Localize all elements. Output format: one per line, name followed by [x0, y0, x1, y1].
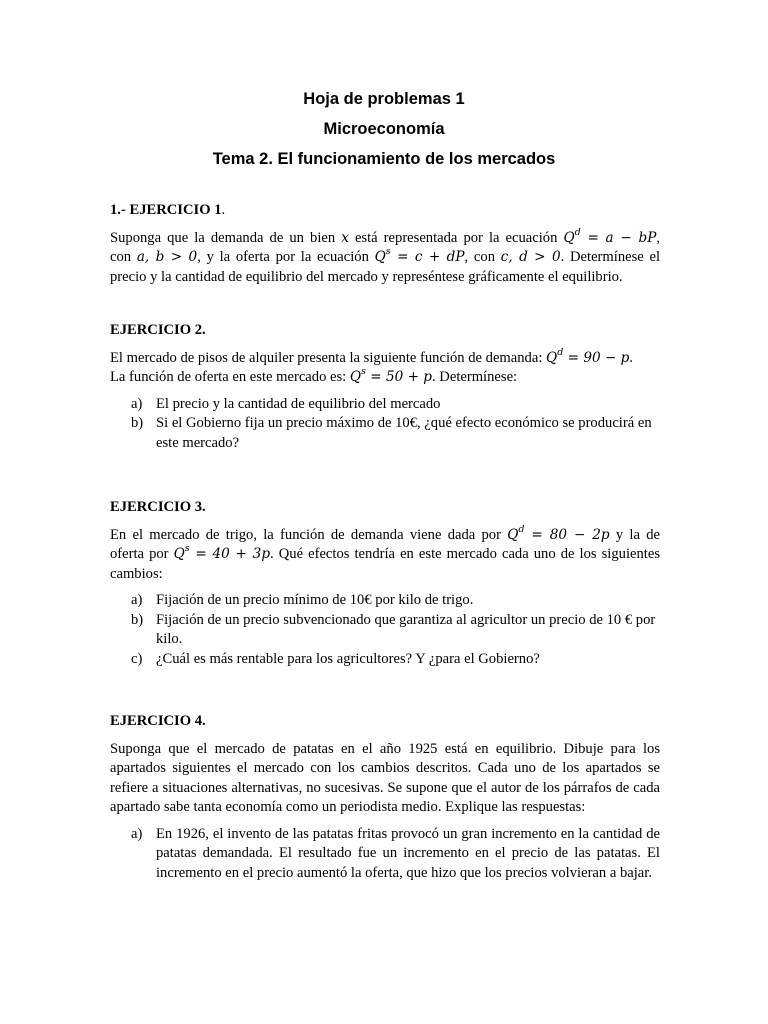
exercise-2-line-1	[110, 346, 660, 369]
list-item	[110, 611, 660, 650]
supply-equation: $Q^s = 40 + 3p$	[173, 543, 271, 562]
header-subject: Microeconomía	[323, 120, 445, 138]
supply-equation: $Q^s = c$ + dP	[374, 246, 465, 265]
text-run: .	[629, 349, 634, 366]
document-header	[0, 84, 768, 174]
exercise-3-title: EJERCICIO 3.	[110, 499, 206, 515]
math-condition: a, b > 0	[136, 249, 198, 265]
math-variable: x	[341, 229, 349, 246]
text-run: . Determínese:	[432, 369, 518, 385]
text-run: , y la oferta por la ecuación	[197, 249, 375, 265]
exercise-4-title: EJERCICIO 4.	[110, 713, 206, 729]
list-item	[110, 825, 660, 884]
text-run: con	[110, 249, 137, 265]
list-marker: b)	[131, 415, 144, 431]
text-run: Suponga que la demanda de un bien	[110, 229, 342, 246]
list-marker: c)	[131, 650, 143, 667]
supply-equation: $Q^s = 50 + p$	[349, 366, 432, 385]
header-topic: Tema 2. El funcionamiento de los mercados	[212, 150, 556, 168]
exercise-1-line-1	[110, 226, 661, 249]
exercise-1	[110, 201, 660, 287]
list-item	[110, 414, 660, 453]
exercise-3-line-2	[110, 545, 660, 565]
text-run: ,	[656, 229, 661, 246]
text-run: . Qué efectos tendría en este mercado cada uno de los siguientes	[270, 546, 660, 562]
text-run: La función de oferta en este mercado es:	[110, 369, 350, 385]
header-title: Hoja de problemas 1	[303, 90, 465, 108]
exercise-2-items	[110, 395, 660, 454]
exercise-1-line-3: precio y la cantidad de equilibrio del mercado y represéntese gráficamente el equilibrio.	[110, 268, 623, 285]
list-item	[110, 395, 660, 415]
list-item-text: En 1926, el invento de las patatas fritas provocó un gran incremento en la cantidad de patatas demandada. El resultado fue un incremento en el precio de las patatas. El incremento en el precio aumentó la oferta, que hizo que los precios volvieran a bajar.	[156, 825, 660, 881]
exercise-2	[110, 321, 660, 453]
list-marker: a)	[131, 825, 143, 842]
math-condition: c, d > 0	[500, 249, 561, 265]
list-item-text: Si el Gobierno fija un precio máximo de 10€, ¿qué efecto económico se producirá en este mercado?	[156, 415, 652, 451]
demand-equation: $Q^d = 80 - 2p$	[507, 523, 610, 543]
exercise-1-title-text: 1.- EJERCICIO 1	[110, 202, 222, 218]
exercise-1-title-suffix: .	[221, 202, 226, 218]
text-run: y la de	[609, 526, 660, 543]
list-item	[110, 591, 660, 611]
demand-equation: $Q^d = a$ − bP	[563, 226, 657, 246]
text-run: oferta por	[110, 546, 174, 562]
exercise-2-title: EJERCICIO 2.	[110, 322, 206, 338]
exercise-4-items	[110, 825, 660, 884]
exercise-4-paragraph: Suponga que el mercado de patatas en el año 1925 está en equilibrio. Dibuje para los apartados siguientes el mercado con los cambios descritos. Cada uno de los apartados se refiere a situaciones alternativas, no sucesivas. Se supone que el autor de los párrafos de cada apartado sabe tanta economía como un periodista medio. Explique las respuestas:	[110, 740, 660, 815]
exercise-4	[110, 712, 660, 883]
list-item-text: Fijación de un precio mínimo de 10€ por kilo de trigo.	[156, 592, 474, 608]
list-item-text: El precio y la cantidad de equilibrio del mercado	[156, 395, 441, 412]
exercise-1-title	[110, 201, 660, 221]
list-item-text: Fijación de un precio subvencionado que garantiza al agricultor un precio de 10 € por kilo.	[156, 611, 656, 647]
text-run: En el mercado de trigo, la función de demanda viene dada por	[110, 526, 508, 543]
text-run: está representada por la ecuación	[348, 229, 564, 246]
text-run: El mercado de pisos de alquiler presenta la siguiente función de demanda:	[110, 349, 547, 366]
list-item-text: ¿Cuál es más rentable para los agricultores? Y ¿para el Gobierno?	[156, 650, 540, 667]
list-item	[110, 650, 660, 670]
exercise-1-line-2	[110, 248, 660, 268]
list-marker: b)	[131, 611, 144, 628]
text-run: . Determínese el	[560, 249, 661, 265]
list-marker: a)	[131, 395, 143, 412]
exercise-3-line-3: cambios:	[110, 565, 163, 582]
list-marker: a)	[131, 592, 143, 608]
exercise-3-line-1	[110, 523, 660, 546]
exercise-3	[110, 498, 660, 669]
text-run: , con	[464, 249, 501, 265]
exercise-2-line-2	[110, 368, 660, 388]
exercise-3-items	[110, 591, 660, 669]
demand-equation: $Q^d = 90 - p$	[546, 346, 630, 366]
